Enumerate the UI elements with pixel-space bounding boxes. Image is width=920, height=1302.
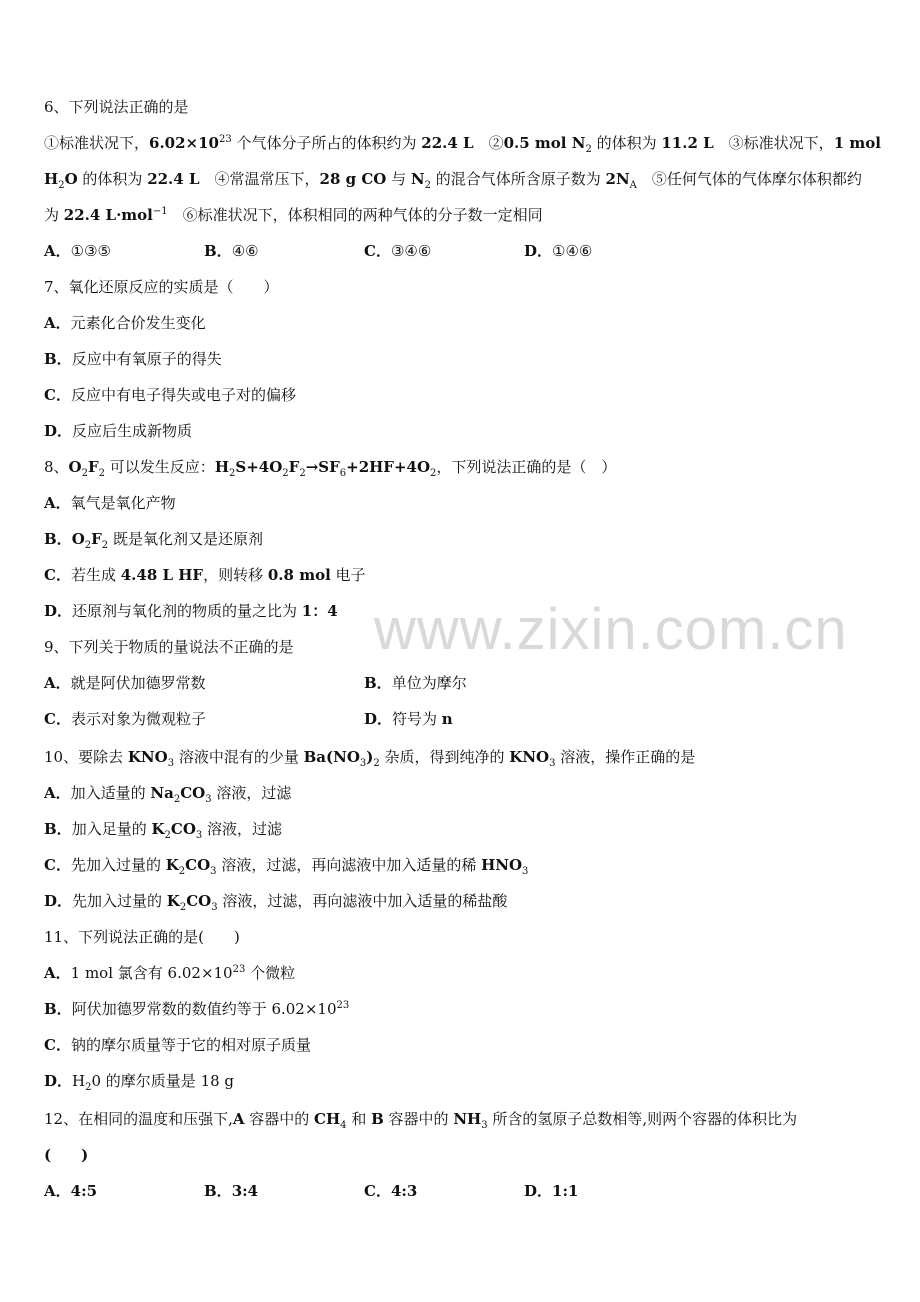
- question-7-option-a[interactable]: A．元素化合价发生变化: [44, 314, 206, 332]
- question-7-option-c[interactable]: C．反应中有电子得失或电子对的偏移: [44, 386, 296, 404]
- question-12-option-c[interactable]: C．4:3: [364, 1182, 418, 1200]
- question-11-option-d[interactable]: D．$H_20$ 的摩尔质量是 18 g: [44, 1072, 235, 1093]
- question-10-stem: 10、要除去 $KNO_3$ 溶液中混有的少量 $Ba(NO_3)_2$ 杂质，得到纯净的 $KNO_3$ 溶液，操作正确的是: [44, 748, 696, 769]
- question-6-line-3: 为 22.4 L·mol$^{-1}$ ⑥标准状况下，体积相同的两种气体的分子数一定相同: [44, 206, 543, 224]
- question-6-line-1: ①标准状况下，$6.02\times 10^{23}$ 个气体分子所占的体积约为 22.4 L ②0.5 mol $N_2$ 的体积为 11.2 L ③标准状况下，1 mol: [44, 134, 881, 155]
- question-10-option-b[interactable]: B．加入足量的 $K_2CO_3$ 溶液，过滤: [44, 820, 283, 841]
- question-6-option-b[interactable]: B．④⑥: [204, 242, 259, 260]
- question-6-line-2: $H_2O$ 的体积为 22.4 L ④常温常压下，28 g CO 与 $N_2$ 的混合气体所含原子数为 $2N_A$ ⑤任何气体的气体摩尔体积都约: [44, 170, 862, 191]
- question-9-option-a[interactable]: A．就是阿伏加德罗常数: [44, 674, 206, 692]
- question-6-option-d[interactable]: D．①④⑥: [524, 242, 593, 260]
- question-12-answer-paren: ( ): [44, 1146, 89, 1164]
- question-10-option-d[interactable]: D．先加入过量的 $K_2CO_3$ 溶液，过滤，再向滤液中加入适量的稀盐酸: [44, 892, 508, 913]
- question-11-option-c[interactable]: C．钠的摩尔质量等于它的相对原子质量: [44, 1036, 311, 1054]
- question-6-option-c[interactable]: C．③④⑥: [364, 242, 432, 260]
- question-11-option-b[interactable]: B．阿伏加德罗常数的数值约等于 $6.02\times 10^{23}$: [44, 1000, 350, 1018]
- question-9-option-d[interactable]: D．符号为 n: [364, 710, 453, 728]
- question-7-option-b[interactable]: B．反应中有氧原子的得失: [44, 350, 222, 368]
- question-8-option-a[interactable]: A．氧气是氧化产物: [44, 494, 176, 512]
- question-7-stem: 7、氧化还原反应的实质是（ ）: [44, 278, 279, 296]
- question-7-option-d[interactable]: D．反应后生成新物质: [44, 422, 193, 440]
- question-6-option-a[interactable]: A．①③⑤: [44, 242, 111, 260]
- question-12-option-d[interactable]: D．1:1: [524, 1182, 579, 1200]
- question-12-option-a[interactable]: A．4:5: [44, 1182, 98, 1200]
- question-8-stem: 8、$O_2F_2$ 可以发生反应：$H_2S+4O_2F_2\to SF_6+2HF+4O_2$，下列说法正确的是（ ）: [44, 458, 617, 479]
- question-12-option-b[interactable]: B．3:4: [204, 1182, 259, 1200]
- question-9-option-c[interactable]: C．表示对象为微观粒子: [44, 710, 206, 728]
- question-10-option-a[interactable]: A．加入适量的 $Na_2CO_3$ 溶液，过滤: [44, 784, 292, 805]
- question-12-stem: 12、在相同的温度和压强下,A 容器中的 $CH_4$ 和 B 容器中的 $NH_3$ 所含的氢原子总数相等,则两个容器的体积比为: [44, 1110, 798, 1131]
- question-11-stem: 11、下列说法正确的是( ): [44, 928, 240, 946]
- question-8-option-c[interactable]: C．若生成 4.48 L HF，则转移 0.8 mol 电子: [44, 566, 366, 584]
- question-8-option-d[interactable]: D．还原剂与氧化剂的物质的量之比为 1：4: [44, 602, 338, 620]
- question-6-stem: 6、下列说法正确的是: [44, 98, 189, 116]
- watermark: www.zixin.com.cn: [374, 597, 848, 662]
- question-11-option-a[interactable]: A．1 mol 氯含有 $6.02\times 10^{23}$ 个微粒: [44, 964, 296, 982]
- question-9-option-b[interactable]: B．单位为摩尔: [364, 674, 467, 692]
- question-10-option-c[interactable]: C．先加入过量的 $K_2CO_3$ 溶液，过滤，再向滤液中加入适量的稀 $HNO_3$: [44, 856, 529, 877]
- question-9-stem: 9、下列关于物质的量说法不正确的是: [44, 638, 294, 656]
- question-8-option-b[interactable]: B．$O_2F_2$ 既是氧化剂又是还原剂: [44, 530, 263, 551]
